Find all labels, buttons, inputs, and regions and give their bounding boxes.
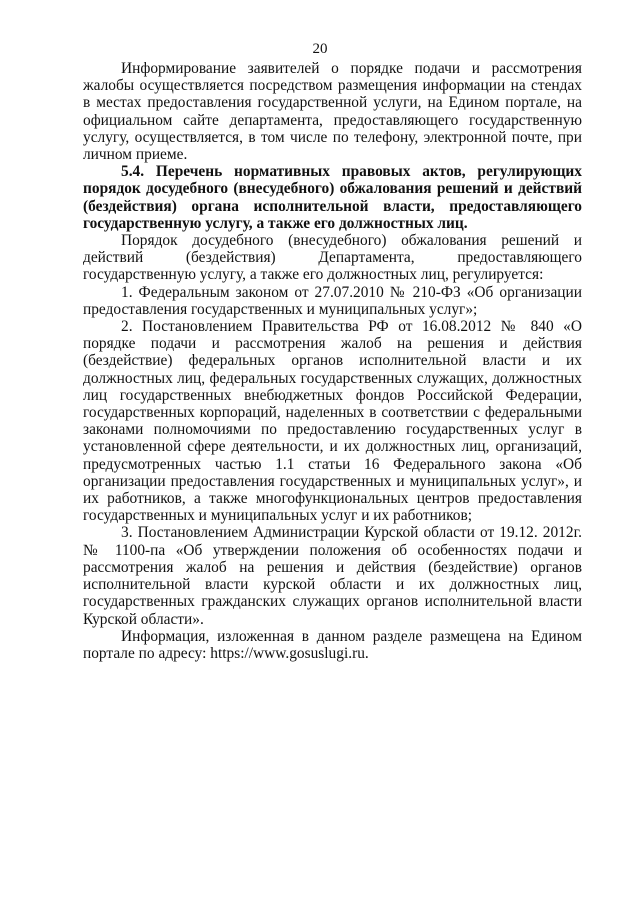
document-body (83, 60, 582, 662)
paragraph-portal-information: Информация, изложенная в данном разделе размещена на Едином портале по адресу: https://www.gosuslugi.ru. (83, 627, 582, 662)
section-heading-5-4: 5.4. Перечень нормативных правовых актов, регулирующих порядок досудебного (внесудебного) обжалования решений и действий (бездействия) органа исполнительной власти, предоставляющего государственную услугу, а также его должностных лиц. (83, 163, 582, 232)
paragraph-complaint-information: Информирование заявителей о порядке подачи и рассмотрения жалобы осуществляется посредством размещения информации на стендах в местах предоставления государственной услуги, на Едином портале, на официальном сайте департамента, предоставляющего государственную услугу, осуществляется, в том числе по телефону, электронной почте, при личном приеме. (83, 60, 582, 164)
list-item-government-decree: 2. Постановлением Правительства РФ от 16.08.2012 № 840 «О порядке подачи и рассмотрения жалоб на решения и действия (бездействие) федеральных органов исполнительной власти и их должностных лиц, федеральных государственных служащих, должностных лиц государственных внебюджетных фондов Российской Федерации, государственных корпораций, наделенных в соответствии с федеральными законами полномочиями по предоставлению государственных услуг в установленной сфере деятельности, и их должностных лиц, организаций, предусмотренных частью 1.1 статьи 16 Федерального закона «Об организации предоставления государственных и муниципальных услуг», и их работников, а также многофункциональных центров предоставления государственных и муниципальных услуг и их работников; (83, 318, 582, 525)
list-item-federal-law: 1. Федеральным законом от 27.07.2010 № 210-ФЗ «Об организации предоставления государственных и муниципальных услуг»; (83, 283, 582, 318)
paragraph-appeal-procedure: Порядок досудебного (внесудебного) обжалования решений и действий (бездействия) Департамента, предоставляющего государственную услугу, а также его должностных лиц, регулируется: (83, 232, 582, 284)
list-item-regional-decree: 3. Постановлением Администрации Курской области от 19.12. 2012г. № 1100-па «Об утверждении положения об особенностях подачи и рассмотрения жалоб на решения и действия (бездействие) органов исполнительной власти курской области и их должностных лиц, государственных гражданских служащих органов исполнительной власти Курской области». (83, 524, 582, 628)
page-number: 20 (312, 41, 328, 57)
